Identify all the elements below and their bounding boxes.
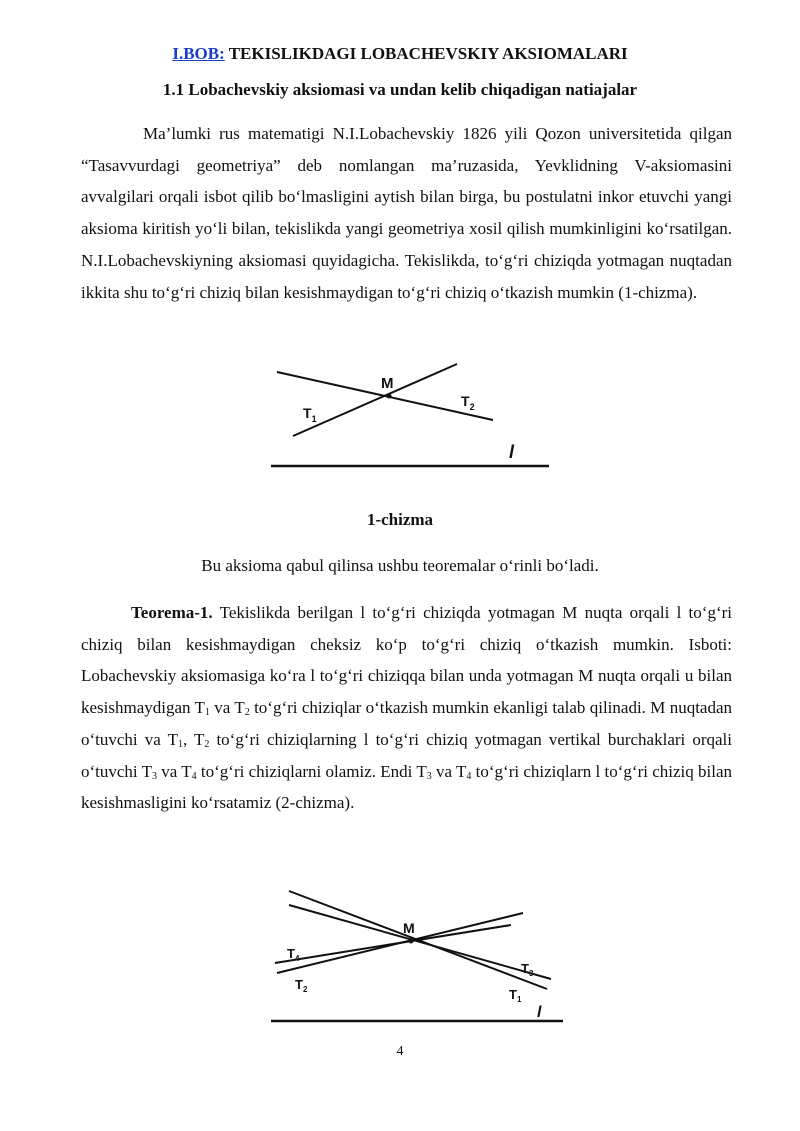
statement-text: Bu aksioma qabul qilinsa ushbu teoremalar o‘rinli bo‘ladi. xyxy=(201,556,599,575)
figure-1-diagram xyxy=(265,360,555,488)
figure-2-diagram xyxy=(265,885,570,1030)
point-m xyxy=(387,394,392,399)
label-l: l xyxy=(509,442,515,462)
theorem-title: Teorema-1. xyxy=(131,603,213,622)
theorem-paragraph: Teorema-1. Tekislikda berilgan l to‘g‘ri chiziqda yotmagan M nuqta orqali l to‘g‘ri chiziq bilan kesishmaydigan cheksiz ko‘p to‘g‘ri chiziq o‘tkazish mumkin. Isboti: Lobachevskiy aksiomasiga ko‘ra l to‘g‘ri chiziqqa bilan unda yotmagan M nuqta orqali u bilan kesishmaydigan $T_1$ va $T_2$ to‘g‘ri chiziqlar o‘tkazish mumkin ekanligi talab qilinadi. M nuqtadan o‘tuvchi va $T_1$, $T_2$ to‘g‘ri chiziqlarning l to‘g‘ri chiziq yotmagan vertikal burchaklari orqali o‘tuvchi $T_3$ va $T_4$ to‘g‘ri chiziqlarni olamiz. Endi $T_3$ va $T_4$ to‘g‘ri chiziqlarn l to‘g‘ri chiziq bilan kesishmasligini ko‘rsatamiz (2-chizma). xyxy=(81,603,733,813)
label-t4: $T_4$ xyxy=(287,946,300,963)
chapter-heading xyxy=(0,44,800,64)
chapter-link[interactable]: I.BOB: xyxy=(172,44,225,63)
label-m: M xyxy=(381,375,394,392)
figure-1-caption: 1-chizma xyxy=(366,510,434,529)
line-through-m-ascending xyxy=(293,364,457,436)
label-l: l xyxy=(537,1004,542,1021)
label-t2: $T_2$ xyxy=(461,393,475,412)
label-t1: $T_1$ xyxy=(509,987,522,1004)
section-heading: 1.1 Lobachevskiy aksiomasi va undan kelib chiqadigan natiajalar xyxy=(162,80,638,99)
point-m xyxy=(409,939,414,944)
label-t3: $T_3$ xyxy=(521,961,534,978)
label-t2: $T_2$ xyxy=(295,977,308,994)
page-number: 4 xyxy=(396,1044,404,1059)
intro-paragraph: Ma’lumki rus matematigi N.I.Lobachevskiy 1826 yili Qozon universitetida qilgan “Tasavvurdagi geometriya” deb nomlangan ma’ruzasida, Yevklidning V-aksiomasini avvalgilari orqali isbot qilib bo‘lmasligini aytish bilan birga, bu postulatni inkor etuvchi yangi aksioma kiritish yo‘li bilan, tekislikda yangi geometriya xosil qilish mumkinligini ko‘rsatilgan. N.I.Lobachevskiyning aksiomasi quyidagicha. Tekislikda, to‘g‘ri chiziqda yotmagan nuqtadan ikkita shu to‘g‘ri chiziq bilan kesishmaydigan to‘g‘ri chiziq o‘tkazish mumkin (1-chizma). xyxy=(81,124,732,302)
label-t1: $T_1$ xyxy=(303,405,317,424)
chapter-title: TEKISLIKDAGI LOBACHEVSKIY AKSIOMALARI xyxy=(224,44,628,63)
label-m: M xyxy=(403,920,415,936)
